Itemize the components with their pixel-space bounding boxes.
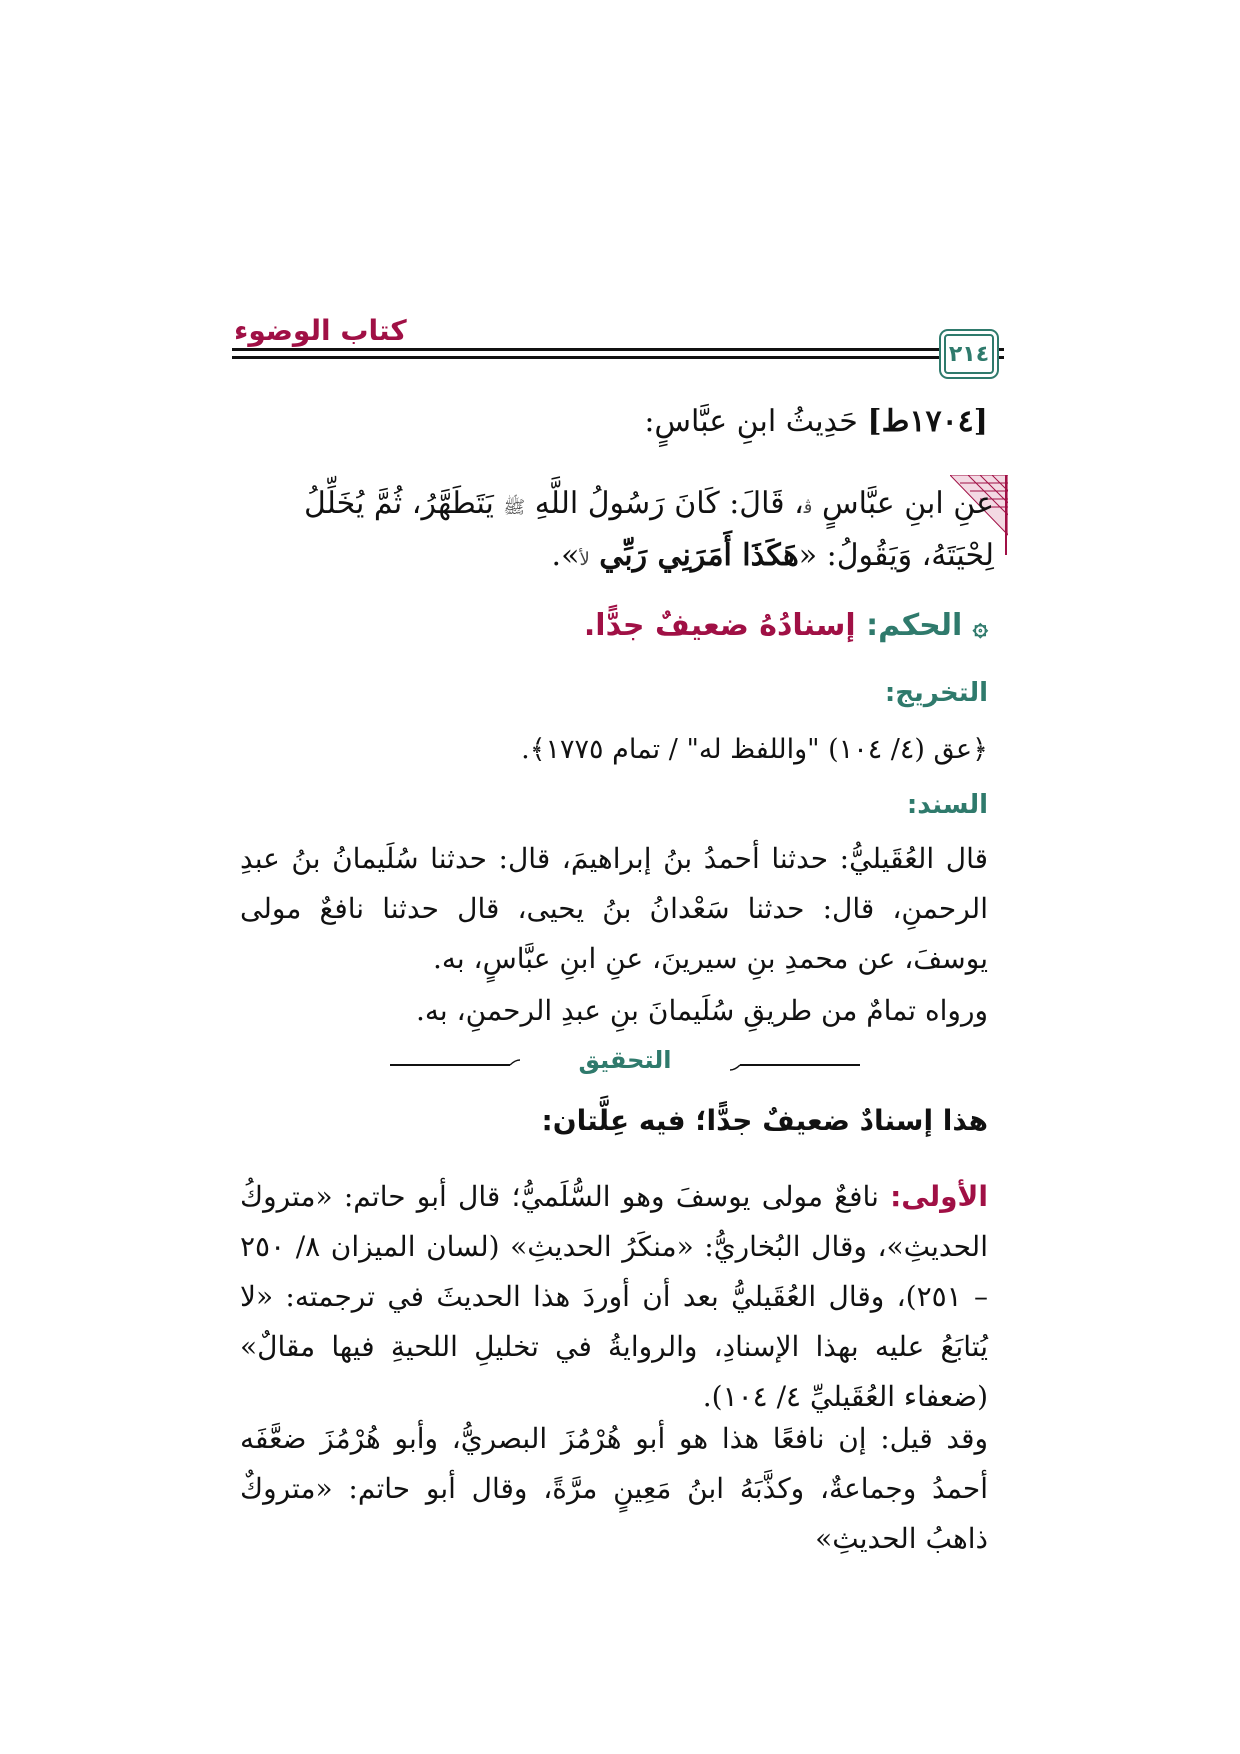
ruling-text: إسنادُهُ ضعيفٌ جدًّا. (583, 608, 856, 643)
honorific-glyph: ﻷ (579, 549, 590, 570)
second-paragraph: وقد قيل: إن نافعًا هذا هو أبو هُرْمُزَ البصريُّ، وأبو هُرْمُزَ ضعَّفَه أحمدُ وجماعةٌ، وكذَّبَهُ ابنُ مَعِينٍ مرَّةً، وقال أبو حاتم: «متروكٌ ذاهبُ الحديثِ» (240, 1422, 988, 1555)
hadith-title: حَدِيثُ ابنِ عبَّاسٍ: (644, 404, 858, 439)
ruling-line (240, 608, 988, 643)
header-rule-top (232, 348, 1004, 351)
first-defect-label: الأولى: (890, 1180, 988, 1213)
book-title: كتاب الوضوء (234, 314, 407, 347)
matn-part: ، قَالَ: كَانَ رَسُولُ اللَّهِ (534, 486, 804, 521)
hadith-matn (240, 480, 994, 584)
header-rule-bottom (232, 356, 1004, 359)
sanad-text-2: ورواه تمامٌ من طريقِ سُلَيمانَ بنِ عبدِ الرحمنِ، به. (416, 994, 988, 1027)
matn-part: ». (551, 538, 580, 573)
sanad-text: قال العُقَيليُّ: حدثنا أحمدُ بنُ إبراهيمَ، قال: حدثنا سُلَيمانُ بنُ عبدِ الرحمنِ، قال: حدثنا سَعْدانُ بنُ يحيى، قال حدثنا نافعٌ مولى يوسفَ، عن محمدِ بنِ سيرينَ، عنِ ابنِ عبَّاسٍ، به. (240, 842, 988, 975)
hadith-heading (240, 404, 988, 439)
matn-quote: هَكَذَا أَمَرَنِي رَبِّي (599, 538, 799, 573)
seal-icon: ۞ (972, 612, 988, 642)
honorific-glyph: ﭬ (803, 497, 813, 518)
first-defect-paragraph (240, 1172, 988, 1422)
analysis-intro: هذا إسنادٌ ضعيفٌ جدًّا؛ فيه عِلَّتان: (541, 1104, 988, 1137)
hadith-number: [١٧٠٤ط] (867, 404, 988, 439)
ruling-label: الحكم: (866, 608, 963, 643)
matn-part: يَتَطَهَّرُ، ثُمَّ يُخَلِّلُ (304, 486, 494, 521)
first-defect-text: نافعٌ مولى يوسفَ وهو السُّلَميُّ؛ قال أبو حاتم: «متروكُ الحديثِ»، وقال البُخاريُّ: «منكَرُ الحديثِ» (لسان الميزان ٨/ ٢٥٠ – ٢٥١)، وقال العُقَيليُّ بعد أن أوردَ هذا الحديثَ في ترجمته: «لا يُتابَعُ عليه بهذا الإسنادِ، والروايةُ في تخليلِ اللحيةِ فيها مقالٌ» (ضعفاء العُقَيليِّ ٤/ ١٠٤). (240, 1180, 988, 1413)
takhrij-heading: التخريج: (884, 678, 988, 708)
sanad-heading: السند: (906, 790, 988, 820)
matn-part: لِحْيَتَهُ، وَيَقُولُ: « (798, 538, 994, 573)
matn-part: عنِ ابنِ عبَّاسٍ (821, 486, 994, 521)
takhrij-text: ﴿عق (٤/ ١٠٤) "واللفظ له" / تمام ١٧٧٥﴾. (521, 734, 988, 765)
honorific-glyph: ﷺ (503, 497, 526, 518)
tahqiq-label: التحقيق (520, 1046, 730, 1074)
page-number-badge: ٢١٤ (944, 334, 994, 374)
